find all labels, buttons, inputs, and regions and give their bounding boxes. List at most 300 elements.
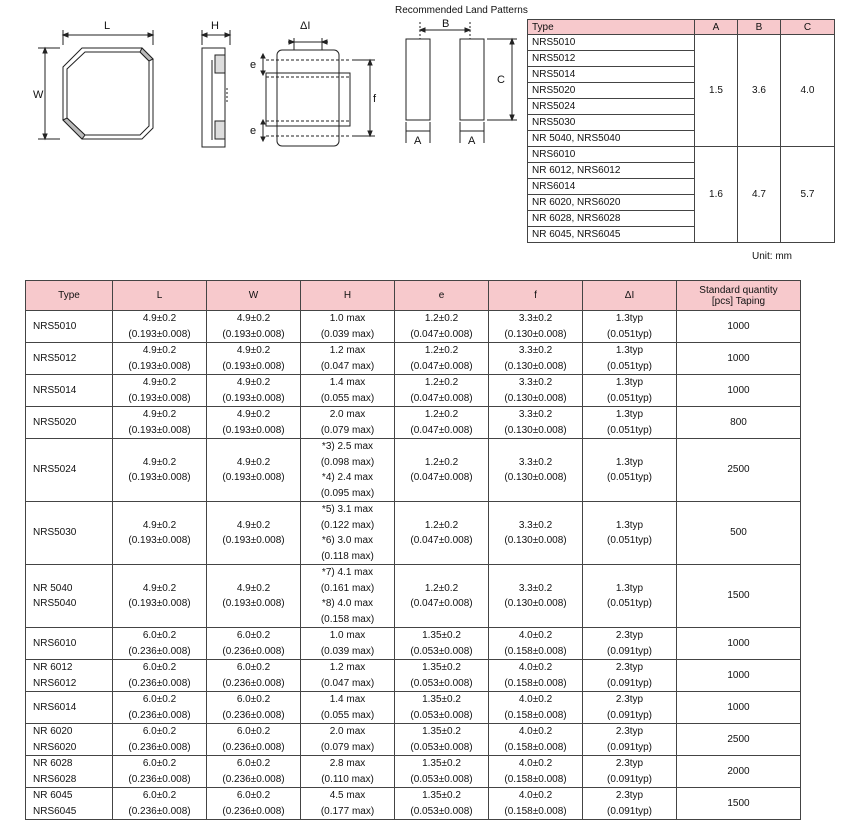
cell-line: *4) 2.4 max <box>321 472 374 483</box>
cell-line: 2.3typ <box>615 630 644 641</box>
cell-line: 1.0 max <box>329 630 366 641</box>
cell-e <box>395 788 489 820</box>
cell-f <box>489 756 583 788</box>
cell-line: (0.193±0.008) <box>222 360 285 372</box>
cell-line: NRS5010 <box>33 320 77 332</box>
cell-quantity: 1000 <box>677 311 801 343</box>
cell-line: 3.3±0.2 <box>518 377 553 388</box>
cell-l <box>113 724 207 756</box>
cell-l <box>113 692 207 724</box>
cell-line: 6.0±0.2 <box>236 726 271 737</box>
spec-table-header <box>26 281 801 311</box>
cell-line: (0.236±0.008) <box>222 645 285 657</box>
land-type-cell: NR 6045, NRS6045 <box>528 227 695 243</box>
cell-line: 1.3typ <box>615 582 644 594</box>
cell-line: 6.0±0.2 <box>236 694 271 705</box>
cell-l <box>113 565 207 628</box>
spec-header-quantity-line2: [pcs] Taping <box>711 295 766 307</box>
cell-e <box>395 565 489 628</box>
cell-line: 1.3typ <box>615 377 644 388</box>
cell-line: 3.3±0.2 <box>518 345 553 356</box>
cell-type <box>26 660 113 692</box>
cell-w <box>207 756 301 788</box>
cell-line: NRS6010 <box>33 637 77 649</box>
cell-line: NRS5012 <box>33 352 77 364</box>
cell-line: 2.3typ <box>615 790 644 801</box>
cell-line: 6.0±0.2 <box>142 630 177 641</box>
cell-line: 3.3±0.2 <box>518 519 553 531</box>
cell-line: NRS6012 <box>33 677 77 689</box>
cell-line: NRS5024 <box>33 464 77 476</box>
bottom-view-drawing <box>261 38 375 146</box>
land-header-c: C <box>781 20 835 35</box>
land-type-cell: NRS6014 <box>528 179 695 195</box>
cell-line: (0.193±0.008) <box>128 424 191 436</box>
cell-delta <box>583 788 677 820</box>
cell-line: 1.3typ <box>615 456 644 468</box>
cell-f <box>489 439 583 502</box>
cell-line: 2.3typ <box>615 694 644 705</box>
cell-quantity: 1000 <box>677 375 801 407</box>
cell-w <box>207 311 301 343</box>
land-a-value: 1.5 <box>695 35 738 147</box>
cell-line: NRS6045 <box>33 805 77 817</box>
cell-line: 3.3±0.2 <box>518 582 553 594</box>
cell-line: (0.193±0.008) <box>128 598 191 609</box>
spec-header-w: W <box>207 281 301 311</box>
cell-line: (0.130±0.008) <box>504 424 567 436</box>
cell-line: (0.158±0.008) <box>504 709 567 721</box>
cell-line: 1.2±0.2 <box>424 456 459 468</box>
cell-e <box>395 311 489 343</box>
land-type-cell: NRS5020 <box>528 83 695 99</box>
cell-delta <box>583 502 677 565</box>
dim-label-delta: ΔI <box>300 20 311 32</box>
cell-f <box>489 565 583 628</box>
cell-line: 4.9±0.2 <box>142 377 177 388</box>
cell-l <box>113 660 207 692</box>
cell-line: 4.9±0.2 <box>142 519 177 531</box>
cell-line: 1.2±0.2 <box>424 519 459 531</box>
dim-label-e-bottom: e <box>250 125 257 137</box>
cell-line: (0.053±0.008) <box>410 773 473 785</box>
cell-l <box>113 311 207 343</box>
cell-line: 4.0±0.2 <box>518 630 553 641</box>
cell-line: (0.236±0.008) <box>222 805 285 817</box>
dim-label-H: H <box>211 20 219 32</box>
cell-type <box>26 439 113 502</box>
cell-line: 2.0 max <box>329 726 366 737</box>
cell-w <box>207 565 301 628</box>
cell-quantity: 800 <box>677 407 801 439</box>
cell-line: (0.047 max) <box>320 360 375 372</box>
cell-line: 1.35±0.2 <box>422 694 461 705</box>
cell-line: *7) 4.1 max <box>321 567 374 578</box>
cell-line: 6.0±0.2 <box>142 726 177 737</box>
cell-line: (0.053±0.008) <box>410 709 473 721</box>
cell-line: (0.110 max) <box>321 773 374 785</box>
cell-type <box>26 724 113 756</box>
cell-line: (0.047±0.008) <box>410 392 473 404</box>
cell-line: (0.193±0.008) <box>222 472 285 483</box>
cell-delta <box>583 343 677 375</box>
cell-type <box>26 628 113 660</box>
cell-f <box>489 375 583 407</box>
land-c-value: 5.7 <box>781 147 835 243</box>
land-type-cell: NRS5010 <box>528 35 695 51</box>
cell-h <box>301 502 395 565</box>
cell-line: NRS6028 <box>33 773 77 785</box>
cell-line: 1.2 max <box>329 662 366 673</box>
cell-line: (0.130±0.008) <box>504 598 567 609</box>
cell-delta <box>583 692 677 724</box>
spec-header-h: H <box>301 281 395 311</box>
table-row <box>26 311 801 343</box>
cell-line: (0.055 max) <box>320 709 375 721</box>
cell-delta <box>583 565 677 628</box>
table-row <box>26 756 801 788</box>
cell-line: NR 6020 <box>33 726 73 737</box>
cell-line: 2.3typ <box>615 726 644 737</box>
dim-label-e-top: e <box>250 59 257 71</box>
cell-line: (0.158±0.008) <box>504 741 567 753</box>
cell-line: 1.3typ <box>615 345 644 356</box>
cell-w <box>207 407 301 439</box>
cell-f <box>489 311 583 343</box>
cell-line: NR 6012 <box>33 662 73 673</box>
cell-w <box>207 660 301 692</box>
cell-delta <box>583 439 677 502</box>
cell-e <box>395 343 489 375</box>
cell-line: (0.091typ) <box>606 805 653 817</box>
cell-line: (0.079 max) <box>320 424 375 436</box>
cell-line: (0.158±0.008) <box>504 805 567 817</box>
cell-f <box>489 502 583 565</box>
cell-line: 4.0±0.2 <box>518 790 553 801</box>
cell-type <box>26 565 113 628</box>
cell-line: 1.4 max <box>329 694 366 705</box>
table-row <box>26 788 801 820</box>
cell-h <box>301 407 395 439</box>
cell-line: (0.193±0.008) <box>128 328 191 340</box>
cell-line: (0.130±0.008) <box>504 472 567 483</box>
cell-line: 1.2 max <box>329 345 366 356</box>
land-type-cell: NRS6010 <box>528 147 695 163</box>
land-table-row <box>528 147 835 163</box>
cell-h <box>301 660 395 692</box>
cell-f <box>489 788 583 820</box>
top-view-drawing <box>38 30 153 139</box>
cell-line: (0.047±0.008) <box>410 535 473 546</box>
cell-delta <box>583 311 677 343</box>
cell-l <box>113 343 207 375</box>
cell-line: (0.158 max) <box>320 613 375 625</box>
cell-line: (0.091typ) <box>606 741 653 753</box>
cell-f <box>489 724 583 756</box>
cell-line: 1.2±0.2 <box>424 313 459 324</box>
cell-line: (0.095 max) <box>320 487 375 499</box>
land-type-cell: NRS5012 <box>528 51 695 67</box>
cell-line: 1.2±0.2 <box>424 409 459 420</box>
cell-line: (0.047±0.008) <box>410 360 473 372</box>
cell-line: 1.35±0.2 <box>422 790 461 801</box>
cell-line: 1.3typ <box>615 519 644 531</box>
cell-line: 6.0±0.2 <box>142 694 177 705</box>
cell-w <box>207 375 301 407</box>
cell-quantity: 2500 <box>677 439 801 502</box>
cell-w <box>207 692 301 724</box>
cell-line: (0.039 max) <box>320 645 375 657</box>
land-header-a: A <box>695 20 738 35</box>
cell-line: (0.236±0.008) <box>222 741 285 753</box>
cell-w <box>207 628 301 660</box>
cell-line: 4.0±0.2 <box>518 758 553 769</box>
spec-header-l: L <box>113 281 207 311</box>
cell-type <box>26 407 113 439</box>
cell-line: 3.3±0.2 <box>518 409 553 420</box>
table-row <box>26 439 801 502</box>
cell-line: (0.091typ) <box>606 709 653 721</box>
cell-line: (0.047±0.008) <box>410 328 473 340</box>
dim-label-L: L <box>104 20 111 32</box>
cell-line: 6.0±0.2 <box>236 758 271 769</box>
land-header-type: Type <box>528 20 695 35</box>
cell-delta <box>583 407 677 439</box>
cell-e <box>395 628 489 660</box>
cell-line: NR 5040 <box>33 582 73 594</box>
cell-line: 2.0 max <box>329 409 366 420</box>
cell-l <box>113 407 207 439</box>
cell-type <box>26 692 113 724</box>
cell-l <box>113 439 207 502</box>
cell-e <box>395 439 489 502</box>
cell-line: 1.3typ <box>615 409 644 420</box>
cell-line: NRS5040 <box>33 598 77 609</box>
cell-line: (0.236±0.008) <box>128 645 191 657</box>
cell-line: (0.051typ) <box>606 424 653 436</box>
table-row <box>26 502 801 565</box>
cell-line: (0.051typ) <box>606 328 653 340</box>
cell-line: (0.236±0.008) <box>128 773 191 785</box>
land-b-value: 3.6 <box>738 35 781 147</box>
cell-line: 6.0±0.2 <box>236 662 271 673</box>
cell-delta <box>583 724 677 756</box>
cell-w <box>207 439 301 502</box>
cell-line: 6.0±0.2 <box>142 662 177 673</box>
dim-label-W: W <box>33 89 44 101</box>
cell-line: 1.4 max <box>329 377 366 388</box>
cell-line: NR 6028 <box>33 758 73 769</box>
cell-line: (0.047±0.008) <box>410 598 473 609</box>
cell-line: (0.053±0.008) <box>410 805 473 817</box>
cell-line: 4.9±0.2 <box>236 345 271 356</box>
cell-f <box>489 343 583 375</box>
cell-quantity: 1000 <box>677 628 801 660</box>
cell-line: (0.193±0.008) <box>222 328 285 340</box>
cell-w <box>207 724 301 756</box>
cell-line: 4.9±0.2 <box>142 409 177 420</box>
cell-line: (0.051typ) <box>606 360 653 372</box>
cell-line: NRS5020 <box>33 416 77 428</box>
cell-f <box>489 628 583 660</box>
cell-line: *5) 3.1 max <box>321 504 374 515</box>
cell-line: (0.047±0.008) <box>410 472 473 483</box>
cell-line: (0.053±0.008) <box>410 741 473 753</box>
cell-line: (0.158±0.008) <box>504 677 567 689</box>
cell-line: (0.161 max) <box>320 582 375 594</box>
cell-line: 6.0±0.2 <box>142 758 177 769</box>
cell-e <box>395 502 489 565</box>
cell-line: 4.9±0.2 <box>142 582 177 594</box>
dim-label-A-left: A <box>414 135 422 147</box>
cell-e <box>395 756 489 788</box>
spec-header-delta: ΔI <box>583 281 677 311</box>
cell-line: (0.130±0.008) <box>504 360 567 372</box>
cell-line: (0.053±0.008) <box>410 677 473 689</box>
cell-line: 1.2±0.2 <box>424 345 459 356</box>
cell-line: 1.35±0.2 <box>422 758 461 769</box>
cell-line: 4.0±0.2 <box>518 726 553 737</box>
cell-type <box>26 311 113 343</box>
cell-line: NRS6014 <box>33 701 77 713</box>
cell-line: NRS5014 <box>33 384 77 396</box>
dim-label-A-right: A <box>468 135 476 147</box>
land-b-value: 4.7 <box>738 147 781 243</box>
cell-h <box>301 724 395 756</box>
cell-h <box>301 343 395 375</box>
cell-line: (0.051typ) <box>606 598 653 609</box>
cell-line: NRS6020 <box>33 741 77 753</box>
cell-line: 4.5 max <box>329 790 366 801</box>
land-table-row <box>528 35 835 51</box>
cell-line: *6) 3.0 max <box>321 535 374 546</box>
cell-line: (0.053±0.008) <box>410 645 473 657</box>
cell-w <box>207 788 301 820</box>
cell-line: (0.047±0.008) <box>410 424 473 436</box>
land-type-cell: NRS5014 <box>528 67 695 83</box>
cell-line: (0.236±0.008) <box>222 773 285 785</box>
land-unit-note: Unit: mm <box>752 251 792 262</box>
cell-line: (0.236±0.008) <box>128 709 191 721</box>
cell-line: 4.9±0.2 <box>142 456 177 468</box>
cell-line: (0.118 max) <box>321 550 374 562</box>
land-type-cell: NR 6020, NRS6020 <box>528 195 695 211</box>
table-row <box>26 628 801 660</box>
cell-line: 1.3typ <box>615 313 644 324</box>
cell-line: NRS5030 <box>33 527 77 539</box>
cell-line: 3.3±0.2 <box>518 456 553 468</box>
cell-line: (0.098 max) <box>320 456 375 468</box>
land-table-body <box>528 35 835 243</box>
cell-line: (0.130±0.008) <box>504 328 567 340</box>
cell-line: 4.9±0.2 <box>236 582 271 594</box>
table-row <box>26 660 801 692</box>
cell-line: 3.3±0.2 <box>518 313 553 324</box>
cell-h <box>301 788 395 820</box>
dim-label-C: C <box>497 74 505 86</box>
cell-line: 4.9±0.2 <box>236 313 271 324</box>
cell-line: 1.0 max <box>329 313 366 324</box>
cell-l <box>113 375 207 407</box>
dim-label-B: B <box>442 18 450 30</box>
cell-e <box>395 692 489 724</box>
cell-line: 2.3typ <box>615 758 644 769</box>
land-header-b: B <box>738 20 781 35</box>
table-row <box>26 724 801 756</box>
cell-quantity: 1500 <box>677 788 801 820</box>
cell-line: 4.9±0.2 <box>236 456 271 468</box>
cell-delta <box>583 756 677 788</box>
cell-delta <box>583 375 677 407</box>
cell-line: 4.9±0.2 <box>236 409 271 420</box>
cell-h <box>301 756 395 788</box>
cell-l <box>113 502 207 565</box>
cell-l <box>113 628 207 660</box>
cell-line: 4.0±0.2 <box>518 694 553 705</box>
cell-type <box>26 788 113 820</box>
cell-line: 4.0±0.2 <box>518 662 553 673</box>
cell-type <box>26 502 113 565</box>
land-type-cell: NRS5030 <box>528 115 695 131</box>
spec-table-body <box>26 311 801 820</box>
cell-type <box>26 756 113 788</box>
dim-label-f: f <box>373 93 377 105</box>
cell-quantity: 1000 <box>677 660 801 692</box>
cell-line: (0.051typ) <box>606 535 653 546</box>
cell-line: 6.0±0.2 <box>236 790 271 801</box>
table-row <box>26 375 801 407</box>
table-row <box>26 692 801 724</box>
cell-f <box>489 692 583 724</box>
cell-h <box>301 628 395 660</box>
cell-line: (0.091typ) <box>606 773 653 785</box>
cell-line: (0.130±0.008) <box>504 535 567 546</box>
cell-line: (0.236±0.008) <box>128 805 191 817</box>
spec-header-f: f <box>489 281 583 311</box>
cell-line: (0.193±0.008) <box>128 535 191 546</box>
land-patterns-title: Recommended Land Patterns <box>395 5 528 16</box>
cell-w <box>207 502 301 565</box>
cell-quantity: 2000 <box>677 756 801 788</box>
cell-line: 4.9±0.2 <box>142 313 177 324</box>
cell-line: (0.193±0.008) <box>128 392 191 404</box>
land-patterns-table <box>527 19 835 243</box>
cell-delta <box>583 628 677 660</box>
cell-line: (0.051typ) <box>606 392 653 404</box>
cell-h <box>301 375 395 407</box>
cell-l <box>113 756 207 788</box>
cell-line: (0.047 max) <box>320 677 375 689</box>
cell-line: 1.2±0.2 <box>424 377 459 388</box>
cell-e <box>395 375 489 407</box>
cell-line: 2.8 max <box>329 758 366 769</box>
spec-header-type: Type <box>26 281 113 311</box>
land-a-value: 1.6 <box>695 147 738 243</box>
cell-line: 2.3typ <box>615 662 644 673</box>
cell-quantity: 1000 <box>677 692 801 724</box>
cell-line: (0.193±0.008) <box>222 392 285 404</box>
cell-h <box>301 692 395 724</box>
table-row <box>26 407 801 439</box>
cell-line: (0.091typ) <box>606 645 653 657</box>
cell-line: (0.236±0.008) <box>222 677 285 689</box>
spec-header-quantity-line1: Standard quantity <box>699 284 778 296</box>
cell-line: 4.9±0.2 <box>236 377 271 388</box>
cell-quantity: 2500 <box>677 724 801 756</box>
cell-line: *3) 2.5 max <box>321 441 374 452</box>
cell-h <box>301 311 395 343</box>
land-type-cell: NR 5040, NRS5040 <box>528 131 695 147</box>
